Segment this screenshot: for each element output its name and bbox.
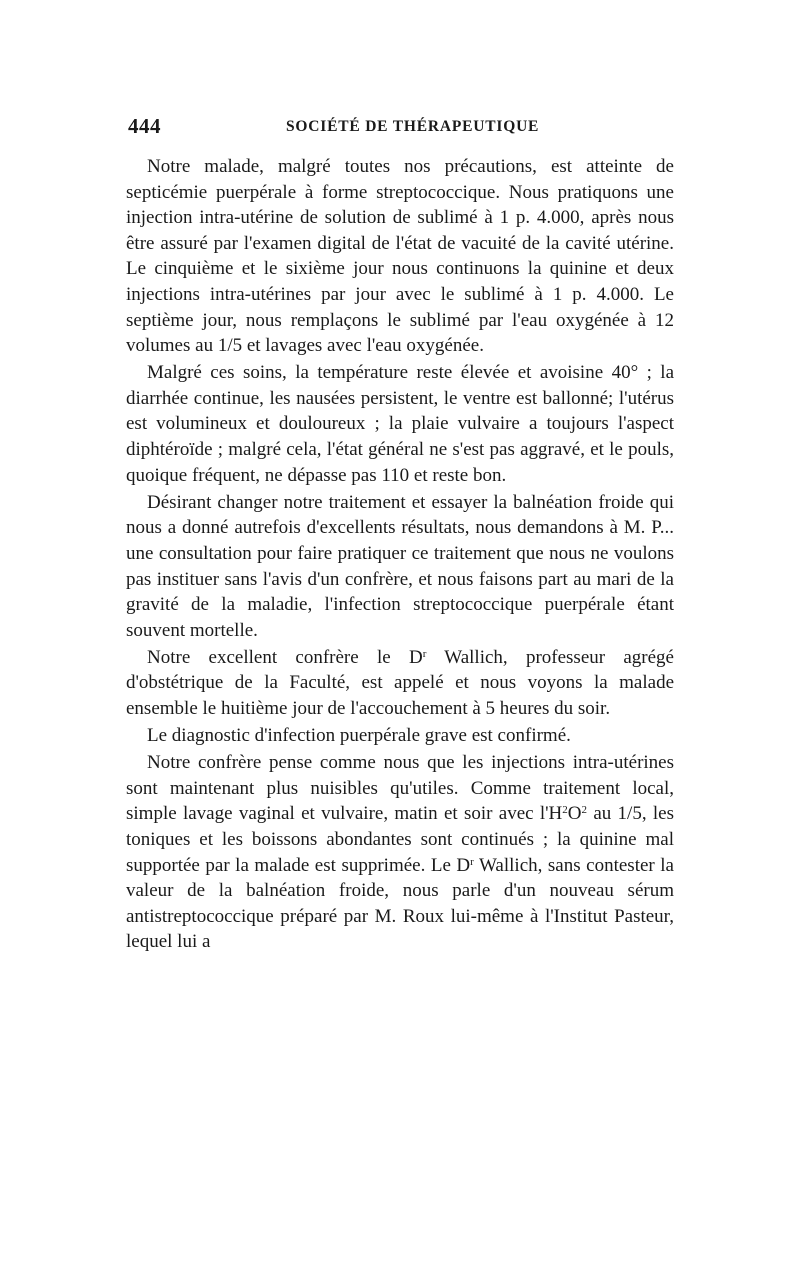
doctor-abbrev-superscript: r xyxy=(422,647,427,660)
paragraph-6 xyxy=(126,750,674,955)
paragraph-5: Le diagnostic d'infection puerpérale grave est confirmé. xyxy=(147,725,571,747)
formula-superscript-1: 2 xyxy=(562,804,568,817)
formula-superscript-2: 2 xyxy=(581,804,588,817)
paragraph-6-text-part-2: O xyxy=(567,803,582,825)
paragraph-1: Notre malade, malgré toutes nos précautions, est atteinte de septicémie puerpérale à forme streptococcique. Nous pratiquons une injection intra-utérine de solution de sublimé à 1 p. 4.000, après nous être assuré par l'examen digital de l'état de vacuité de la cavité utérine. Le cinquième et le sixième jour nous continuons la quinine et deux injections intra-utérines par jour avec le sublimé à 1 p. 4.000. Le septième jour, nous remplaçons le sublimé par l'eau oxygénée à 12 volumes au 1/5 et lavages avec l'eau oxygénée. xyxy=(126,156,674,357)
doctor-abbrev-superscript-2: r xyxy=(470,855,474,868)
journal-title: SOCIÉTÉ DE THÉRAPEUTIQUE xyxy=(286,118,540,135)
paragraph-4 xyxy=(126,645,674,722)
paragraph-6-text-part-4: Wallich, sans contester la valeur de la balnéation froide, nous parle d'un nouveau sérum antistreptococcique préparé par M. Roux lui-même à l'Institut Pasteur, lequel lui a xyxy=(126,854,674,953)
paragraph-6-text-part-1: Notre confrère pense comme nous que les injections intra-utérines sont maintenant plus nuisibles qu'utiles. Comme traitement local, simple lavage vaginal et vulvaire, matin et soir avec l'H xyxy=(126,752,674,825)
page-number: 444 xyxy=(128,114,161,138)
body-text xyxy=(126,154,674,955)
running-head xyxy=(128,114,674,142)
paragraph-3: Désirant changer notre traitement et essayer la balnéation froide qui nous a donné autrefois d'excellents résultats, nous demandons à M. P... une consultation pour faire pratiquer ce traitement que nous ne voulons pas instituer sans l'avis d'un confrère, et nous faisons part au mari de la gravité de la maladie, l'infection streptococcique puerpérale étant souvent mortelle. xyxy=(126,491,674,641)
paragraph-4-text-before: Notre excellent confrère le D xyxy=(147,646,423,668)
paragraph-4-text-after: Wallich, professeur agrégé d'obstétrique de la Faculté, est appelé et nous voyons la malade ensemble le huitième jour de l'accouchement à 5 heures du soir. xyxy=(126,646,674,719)
paragraph-2: Malgré ces soins, la température reste élevée et avoisine 40° ; la diarrhée continue, les nausées persistent, le ventre est ballonné; l'utérus est volumineux et douloureux ; la plaie vulvaire a toujours l'aspect diphtéroïde ; malgré cela, l'état général ne s'est pas aggravé, et le pouls, quoique fréquent, ne dépasse pas 110 et reste bon. xyxy=(126,362,674,486)
paragraph-6-text-part-3: au 1/5, les toniques et les boissons abondantes sont continués ; la quinine mal supportée par la malade est supprimée. Le D xyxy=(126,803,674,876)
